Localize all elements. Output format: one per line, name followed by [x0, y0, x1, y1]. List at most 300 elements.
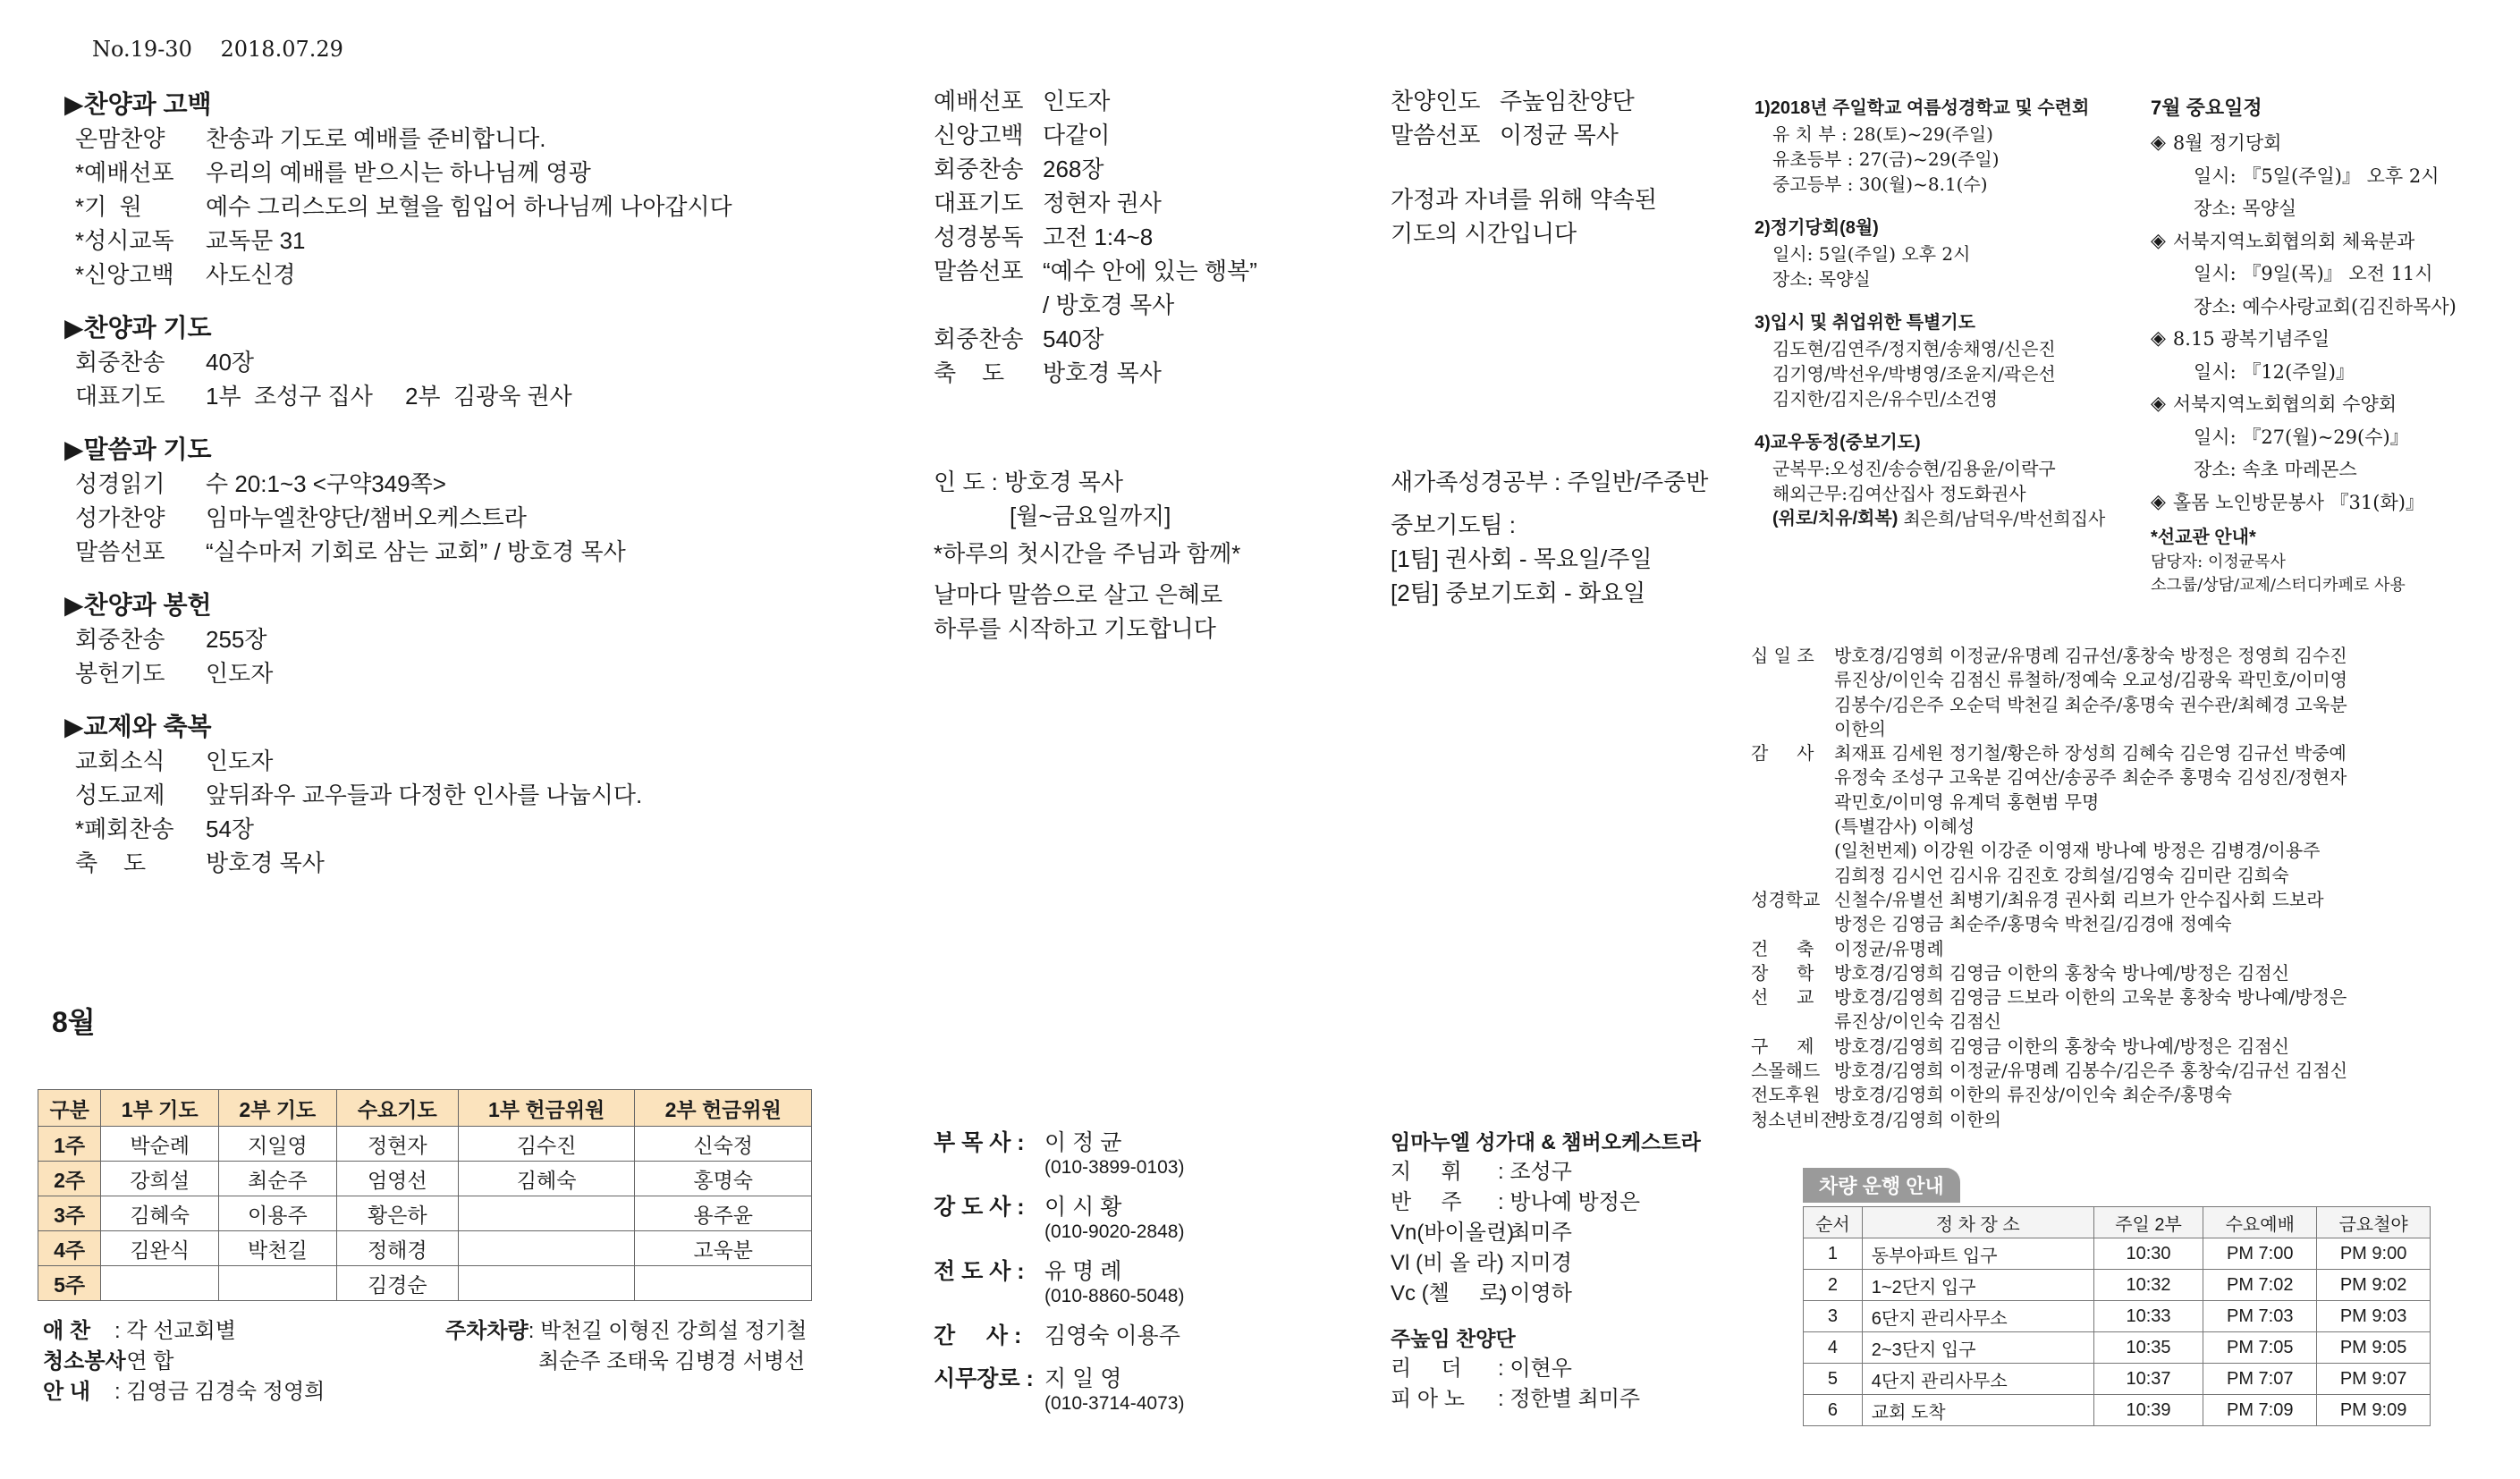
worship-section: [64, 433, 869, 569]
table-cell: 용주윤: [635, 1196, 812, 1231]
offering-names: 방호경/김영희 김영금 이한의 홍창숙 방나예/방정은 김점신: [1834, 1035, 2289, 1057]
worship-item-text: 예수 그리스도의 보혈을 힘입어 하나님께 나아갑시다: [206, 193, 732, 220]
section-title: ▶찬양과 봉헌: [64, 591, 212, 619]
choir-role: Vc (첼 로): [1391, 1281, 1508, 1306]
july-line: [2151, 127, 2508, 160]
staff-role: 강 도 사 :: [934, 1195, 1025, 1220]
staff-name: 유 명 례: [1044, 1259, 1122, 1284]
choir-member: : 최미주: [1498, 1221, 1572, 1245]
worship-item-label: 회중찬송: [75, 626, 165, 653]
worship-order: [64, 88, 869, 900]
offering-indent: [1751, 693, 1834, 717]
service-item-text: 540장: [1043, 325, 1104, 352]
worship-item: [64, 224, 869, 258]
diamond-bullet-icon: ◈: [2151, 490, 2166, 513]
worship-item-label: 회중찬송: [75, 349, 165, 376]
offering-indent: [1751, 815, 1834, 839]
staff-role: 전 도 사 :: [934, 1259, 1025, 1284]
offering-category: 장 학: [1751, 961, 1814, 984]
wednesday-service: [1391, 84, 1657, 250]
bus-schedule: [1803, 1168, 2431, 1426]
july-line: [2151, 160, 2508, 193]
offering-category: 십 일 조: [1751, 645, 1814, 666]
choir-info: [1391, 1127, 1701, 1415]
choir-row: [1391, 1157, 1701, 1187]
table-row: [38, 1196, 812, 1231]
table-header: 2부 헌금위원: [635, 1090, 812, 1127]
table-cell: PM 7:03: [2203, 1301, 2317, 1332]
july-title: 7월 중요일정: [2151, 97, 2262, 119]
praise-team-role: 피 아 노: [1391, 1387, 1465, 1411]
staff-row: [934, 1125, 1184, 1157]
offering-names: 신철수/유별선 최병기/최유경 권사회 리브가 안수집사회 드보라: [1834, 888, 2324, 910]
staff-list: [934, 1125, 1184, 1425]
choir-role: 반 주: [1391, 1190, 1462, 1214]
worship-item-label: *기 원: [75, 193, 142, 220]
july-line: [2151, 225, 2508, 258]
table-cell: 2~3단지 입구: [1862, 1332, 2093, 1364]
bus-title: 차량 운행 안내: [1803, 1168, 1960, 1203]
table-cell: 강희설: [101, 1162, 219, 1196]
offering-names: 방정은 김영금 최순주/홍명숙 박천길/김경애 정예숙: [1834, 913, 2232, 935]
choir-member: : 방나예 방정은: [1498, 1190, 1641, 1214]
news-item: [1755, 215, 2130, 292]
choir-member: : 이영하: [1498, 1281, 1572, 1306]
flowers-label: 애 찬: [43, 1319, 91, 1343]
july-line-text: 8월 정기당회: [2172, 132, 2282, 154]
service-item-label: 회중찬송: [934, 325, 1024, 352]
table-cell: 정해경: [336, 1231, 458, 1266]
table-cell: 10:33: [2093, 1301, 2203, 1332]
offering-indent: [1751, 839, 1834, 863]
table-cell: 김혜숙: [458, 1162, 635, 1196]
worship-item-label: 성도교제: [75, 782, 165, 808]
table-header: 1부 헌금위원: [458, 1090, 635, 1127]
july-line: [2151, 388, 2508, 421]
july-line-text: 일시: 『27(월)~29(수)』: [2194, 426, 2409, 448]
bus-table: [1803, 1206, 2431, 1426]
july-line-text: 장소: 예수사랑교회(김진하목사): [2194, 295, 2457, 317]
service-item-label: [934, 288, 1043, 322]
worship-section: [64, 88, 869, 292]
table-cell: 1: [1804, 1238, 1863, 1270]
table-cell: 이용주: [219, 1196, 337, 1231]
worship-item-text: 사도신경: [206, 261, 296, 288]
offering-names: 곽민호/이미영 유계덕 홍현범 무명: [1834, 790, 2100, 813]
table-cell: [458, 1266, 635, 1301]
offering-indent: [1751, 668, 1834, 692]
worship-item: [64, 622, 869, 656]
dawn-prayer: [934, 465, 1240, 646]
section-title: ▶교제와 축복: [64, 713, 212, 740]
offering-category: 성경학교: [1751, 888, 1821, 910]
table-cell: 황은하: [336, 1196, 458, 1231]
choir-row: [1391, 1279, 1701, 1309]
worship-item-text: 앞뒤좌우 교우들과 다정한 인사를 나눕시다.: [206, 782, 643, 808]
worship-item-label: *성시교독: [75, 227, 174, 254]
offering-indent: [1751, 864, 1834, 888]
table-header: 수요예배: [2203, 1207, 2317, 1238]
table-cell: 10:30: [2093, 1238, 2203, 1270]
table-cell: 1~2단지 입구: [1862, 1270, 2093, 1301]
table-cell: 교회 도착: [1862, 1395, 2093, 1426]
service-item-text: 방호경 목사: [1043, 359, 1162, 386]
praise-team-row: [1391, 1384, 1701, 1415]
service-item-label: 대표기도: [934, 190, 1024, 216]
flowers-value: : 각 선교회별: [114, 1319, 236, 1343]
intercession-team-1: [1팀] 권사회 - 목요일/주일: [1391, 545, 1653, 572]
worship-item-text: 찬송과 기도로 예배를 준비합니다.: [206, 125, 546, 152]
table-cell: 5: [1804, 1364, 1863, 1395]
offering-row: [1751, 1059, 2511, 1083]
july-schedule: [2151, 93, 2508, 597]
choir-row: [1391, 1248, 1701, 1279]
family-prayer-1: 가정과 자녀를 위해 약속된: [1391, 186, 1657, 213]
staff-entry: [934, 1318, 1184, 1350]
offering-row: [1751, 668, 2511, 692]
praise-label: 찬양인도: [1391, 88, 1481, 114]
parking-value-2: 최순주 조태욱 김병경 서병선: [538, 1349, 806, 1373]
offering-row: [1751, 864, 2511, 888]
service-item: [934, 186, 1257, 220]
news-care-names: 최은희/남덕우/박선희집사: [1903, 508, 2106, 529]
offering-category: 스몰해드: [1751, 1060, 1821, 1082]
july-line: [2151, 486, 2508, 520]
offering-names: 방호경/김영희 이정균/유명례 김봉수/김은주 홍창숙/김규선 김점신: [1834, 1060, 2348, 1082]
july-line-text: 서북지역노회협의회 수양회: [2172, 393, 2397, 415]
worship-item-label: 성경읽기: [75, 470, 165, 497]
news-item: [1755, 429, 2130, 506]
service-volunteers: [43, 1316, 848, 1407]
offering-names: (특별감사) 이혜성: [1834, 816, 1975, 838]
dawn-text-1: 날마다 말씀으로 살고 은혜로: [934, 581, 1223, 608]
worship-item: [64, 156, 869, 190]
service-item-text: 다같이: [1043, 122, 1111, 148]
table-header: 정 차 장 소: [1862, 1207, 2093, 1238]
july-line: [2151, 291, 2508, 324]
table-cell: 엄영선: [336, 1162, 458, 1196]
praise-team-member: : 이현우: [1498, 1356, 1572, 1381]
news-line: 일시: 5일(주일) 오후 2시: [1772, 243, 1971, 265]
offering-row: [1751, 1108, 2511, 1132]
table-cell: 10:35: [2093, 1332, 2203, 1364]
choir-row: [1391, 1187, 1701, 1218]
worship-item: [64, 379, 869, 413]
worship-item-text: 인도자: [206, 748, 274, 774]
worship-item: [64, 345, 869, 379]
staff-entry: [934, 1189, 1184, 1243]
praise-team-title: 주높임 찬양단: [1391, 1327, 1516, 1350]
family-prayer-2: 기도의 시간입니다: [1391, 220, 1577, 247]
table-row: [1804, 1270, 2431, 1301]
church-news: [1755, 95, 2130, 531]
table-cell: 2: [1804, 1270, 1863, 1301]
july-line: [2151, 356, 2508, 389]
section-title: ▶찬양과 고백: [64, 90, 212, 118]
table-cell: 4단지 관리사무소: [1862, 1364, 2093, 1395]
worship-section: [64, 710, 869, 880]
diamond-bullet-icon: ◈: [2151, 229, 2166, 252]
table-header: 2부 기도: [219, 1090, 337, 1127]
offering-names: 김봉수/김은주 오순덕 박천길 최순주/홍명숙 권수관/최혜경 고욱분: [1834, 693, 2347, 715]
offering-row: [1751, 985, 2511, 1010]
offering-indent: [1751, 790, 1834, 815]
offering-indent: [1751, 765, 1834, 790]
choir-role: 지 휘: [1391, 1160, 1462, 1184]
service-item: [934, 152, 1257, 186]
dawn-leader: 인 도 : 방호경 목사: [934, 469, 1123, 495]
offering-row: [1751, 790, 2511, 815]
table-cell: 정현자: [336, 1127, 458, 1162]
worship-item: [64, 190, 869, 224]
table-cell: PM 7:05: [2203, 1332, 2317, 1364]
worship-item-label: 성가찬양: [75, 504, 165, 531]
diamond-bullet-icon: ◈: [2151, 393, 2166, 415]
july-line-text: 장소: 속초 마레몬스: [2194, 459, 2357, 480]
word-value: 이정균 목사: [1500, 122, 1619, 148]
table-row: [1804, 1332, 2431, 1364]
july-line-text: 일시: 『12(주일)』: [2194, 360, 2355, 383]
worship-item-text: 인도자: [206, 660, 274, 687]
news-item: [1755, 95, 2130, 197]
worship-item-label: 말씀선포: [75, 538, 165, 565]
table-row: [1804, 1301, 2431, 1332]
offering-row: [1751, 717, 2511, 741]
offering-row: [1751, 765, 2511, 790]
choir-member: : 조성구: [1498, 1160, 1572, 1184]
july-line: [2151, 258, 2508, 291]
table-cell: 6: [1804, 1395, 1863, 1426]
praise-team-member: : 정한별 최미주: [1498, 1387, 1641, 1411]
offering-row: [1751, 693, 2511, 717]
table-cell: 10:39: [2093, 1395, 2203, 1426]
offering-list: [1751, 644, 2511, 1132]
worship-item: [64, 656, 869, 690]
offering-category: 청소년비전: [1751, 1108, 1838, 1130]
worship-item-label: 대표기도: [75, 383, 165, 410]
table-cell: [101, 1266, 219, 1301]
news-line: 장소: 목양실: [1772, 268, 1871, 290]
table-cell: 김경순: [336, 1266, 458, 1301]
table-cell: PM 7:09: [2203, 1395, 2317, 1426]
service-item-text: 268장: [1043, 156, 1104, 182]
table-cell: 4주: [38, 1231, 101, 1266]
offering-row: [1751, 741, 2511, 765]
offering-indent: [1751, 912, 1834, 936]
table-cell: 홍명숙: [635, 1162, 812, 1196]
offering-indent: [1751, 717, 1834, 741]
table-cell: 3: [1804, 1301, 1863, 1332]
staff-name: 김영숙 이용주: [1044, 1323, 1180, 1348]
dawn-days: [월~금요일까지]: [1010, 503, 1171, 529]
worship-item-label: 봉헌기도: [75, 660, 165, 687]
table-cell: 최순주: [219, 1162, 337, 1196]
august-title: 8월: [52, 1006, 96, 1038]
table-cell: PM 9:00: [2317, 1238, 2431, 1270]
section-title: ▶말씀과 기도: [64, 435, 212, 463]
service-item-label: 신앙고백: [934, 122, 1024, 148]
worship-item-text: “실수마저 기회로 삼는 교회” / 방호경 목사: [206, 538, 626, 565]
table-cell: 김수진: [458, 1127, 635, 1162]
table-cell: 고욱분: [635, 1231, 812, 1266]
parking-label: 주차차량: [445, 1319, 529, 1343]
offering-indent: [1751, 1010, 1834, 1034]
july-line-text: 8.15 광복기념주일: [2172, 328, 2330, 350]
worship-section: [64, 588, 869, 690]
july-line-text: 일시: 『9일(목)』 오전 11시: [2194, 263, 2433, 284]
table-cell: 지일영: [219, 1127, 337, 1162]
offering-names: 방호경/김영희 김영금 드보라 이한의 고욱분 홍창숙 방나예/방정은: [1834, 986, 2347, 1009]
diamond-bullet-icon: ◈: [2151, 327, 2166, 350]
table-cell: 1주: [38, 1127, 101, 1162]
worship-item-label: 교회소식: [75, 748, 165, 774]
news-line: 김기영/박선우/박병영/조윤지/곽은선: [1772, 363, 2056, 385]
table-cell: 6단지 관리사무소: [1862, 1301, 2093, 1332]
news-line: 김지한/김지은/유수민/소건영: [1772, 388, 1999, 410]
offering-row: [1751, 912, 2511, 936]
offering-names: 류진상/이인숙 김점신: [1834, 1010, 2001, 1033]
table-header: 수요기도: [336, 1090, 458, 1127]
staff-name: 이 정 균: [1044, 1130, 1122, 1155]
issue-header: [92, 34, 343, 64]
news-title: 4)교우동정(중보기도): [1755, 433, 1921, 452]
offering-category: 건 축: [1751, 937, 1814, 959]
diamond-bullet-icon: ◈: [2151, 131, 2166, 154]
table-cell: PM 7:02: [2203, 1270, 2317, 1301]
staff-phone: (010-3899-0103): [1044, 1157, 1185, 1178]
praise-team-role: 리 더: [1391, 1356, 1462, 1381]
table-cell: PM 9:07: [2317, 1364, 2431, 1395]
service-item: [934, 118, 1257, 152]
issue-date: 2018.07.29: [220, 37, 343, 62]
offering-row: [1751, 937, 2511, 961]
service-item-label: 축 도: [934, 359, 1005, 386]
worship-item: [64, 467, 869, 501]
offering-row: [1751, 644, 2511, 668]
table-cell: 박천길: [219, 1231, 337, 1266]
table-header: 구분: [38, 1090, 101, 1127]
staff-phone: (010-8860-5048): [1044, 1286, 1185, 1306]
offering-row: [1751, 1083, 2511, 1107]
table-cell: [458, 1196, 635, 1231]
table-cell: [219, 1266, 337, 1301]
service-item: [934, 356, 1257, 390]
service-item: [934, 84, 1257, 118]
intercession-label: 중보기도팀 :: [1391, 511, 1517, 538]
second-service: [934, 84, 1257, 390]
july-line-text: 서북지역노회협의회 체육분과: [2172, 230, 2415, 252]
worship-item-text: 1부 조성구 집사 2부 김광욱 권사: [206, 383, 572, 410]
offering-names: 방호경/김영희 김영금 이한의 홍창숙 방나예/방정은 김점신: [1834, 961, 2289, 984]
news-title: 1)2018년 주일학교 여름성경학교 및 수련회: [1755, 98, 2090, 118]
table-cell: 2주: [38, 1162, 101, 1196]
table-cell: PM 9:05: [2317, 1332, 2431, 1364]
issue-number: No.19-30: [92, 37, 192, 62]
service-item-text: 인도자: [1043, 88, 1111, 114]
july-line-text: 일시: 『5일(주일)』 오후 2시: [2194, 165, 2440, 187]
offering-names: 방호경/김영희 이한의 류진상/이인숙 최순주/홍명숙: [1834, 1084, 2233, 1106]
table-cell: 3주: [38, 1196, 101, 1231]
table-cell: PM 9:09: [2317, 1395, 2431, 1426]
offering-names: 김희정 김시언 김시유 김진호 강희설/김영숙 김미란 김희숙: [1834, 864, 2289, 886]
staff-entry: [934, 1254, 1184, 1307]
service-item-text: 고전 1:4~8: [1043, 224, 1154, 250]
offering-row: [1751, 1010, 2511, 1034]
service-item-label: 말씀선포: [934, 258, 1024, 284]
worship-item-text: 방호경 목사: [206, 849, 325, 876]
mission-line: 담당자: 이정균목사: [2151, 553, 2286, 571]
july-line: [2151, 192, 2508, 225]
offering-row: [1751, 839, 2511, 863]
offering-names: 이정균/유명례: [1834, 937, 1944, 959]
news-item: [1755, 309, 2130, 411]
worship-item-text: 수 20:1~3 <구약349쪽>: [206, 470, 446, 497]
offering-names: 최재표 김세원 정기철/황은하 장성희 김혜숙 김은영 김규선 박중예: [1834, 742, 2347, 765]
service-item-label: 회중찬송: [934, 156, 1024, 182]
worship-item-text: 54장: [206, 816, 255, 842]
news-line: 유초등부 : 27(금)~29(주일): [1772, 148, 2000, 170]
service-item: [934, 254, 1257, 288]
staff-row: [934, 1189, 1184, 1221]
worship-item-label: 축 도: [75, 849, 147, 876]
news-line: 김도현/김연주/정지현/송채영/신은진: [1772, 338, 2056, 359]
table-cell: 5주: [38, 1266, 101, 1301]
table-row: [1804, 1395, 2431, 1426]
staff-row: [934, 1254, 1184, 1286]
offering-row: [1751, 888, 2511, 912]
clean-label: 청소봉사: [43, 1349, 126, 1373]
news-title: 3)입시 및 취업위한 특별기도: [1755, 313, 1975, 333]
offering-row: [1751, 815, 2511, 839]
parking-value-1: : 박천길 이형진 강희설 정기철: [528, 1319, 808, 1343]
service-item-label: 예배선포: [934, 88, 1024, 114]
staff-row: [934, 1361, 1184, 1393]
july-line-text: 홀몸 노인방문봉사 『31(화)』: [2172, 491, 2424, 513]
staff-role: 간 사 :: [934, 1323, 1022, 1348]
worship-item: [64, 258, 869, 292]
worship-item: [64, 744, 869, 778]
table-cell: 박순례: [101, 1127, 219, 1162]
intercession-team: [1391, 465, 1708, 610]
offering-category: 전도후원: [1751, 1084, 1821, 1106]
worship-item-text: 임마누엘찬양단/챔버오케스트라: [206, 504, 527, 531]
worship-item: [64, 501, 869, 535]
worship-item-label: *신앙고백: [75, 261, 174, 288]
word-label: 말씀선포: [1391, 122, 1481, 148]
table-cell: 10:37: [2093, 1364, 2203, 1395]
news-line: 해외근무:김여산집사 정도화권사: [1772, 483, 2026, 504]
service-item: [934, 220, 1257, 254]
worship-item-text: 우리의 예배를 받으시는 하나님께 영광: [206, 159, 591, 186]
table-row: [38, 1162, 812, 1196]
staff-phone: (010-3714-4073): [1044, 1393, 1185, 1414]
service-item-text: / 방호경 목사: [1043, 292, 1175, 318]
service-item: [934, 288, 1257, 322]
staff-name: 지 일 영: [1044, 1366, 1122, 1391]
table-cell: 김혜숙: [101, 1196, 219, 1231]
july-line-text: 장소: 목양실: [2194, 198, 2297, 219]
table-row: [1804, 1238, 2431, 1270]
table-cell: [458, 1231, 635, 1266]
news-care-label: (위로/치유/회복): [1772, 509, 1898, 528]
worship-item: [64, 122, 869, 156]
worship-item-text: 40장: [206, 349, 255, 376]
offering-row: [1751, 961, 2511, 985]
news-line: [1755, 506, 2130, 531]
offering-names: 이한의: [1834, 717, 1886, 740]
offering-row: [1751, 1035, 2511, 1059]
worship-item: [64, 846, 869, 880]
